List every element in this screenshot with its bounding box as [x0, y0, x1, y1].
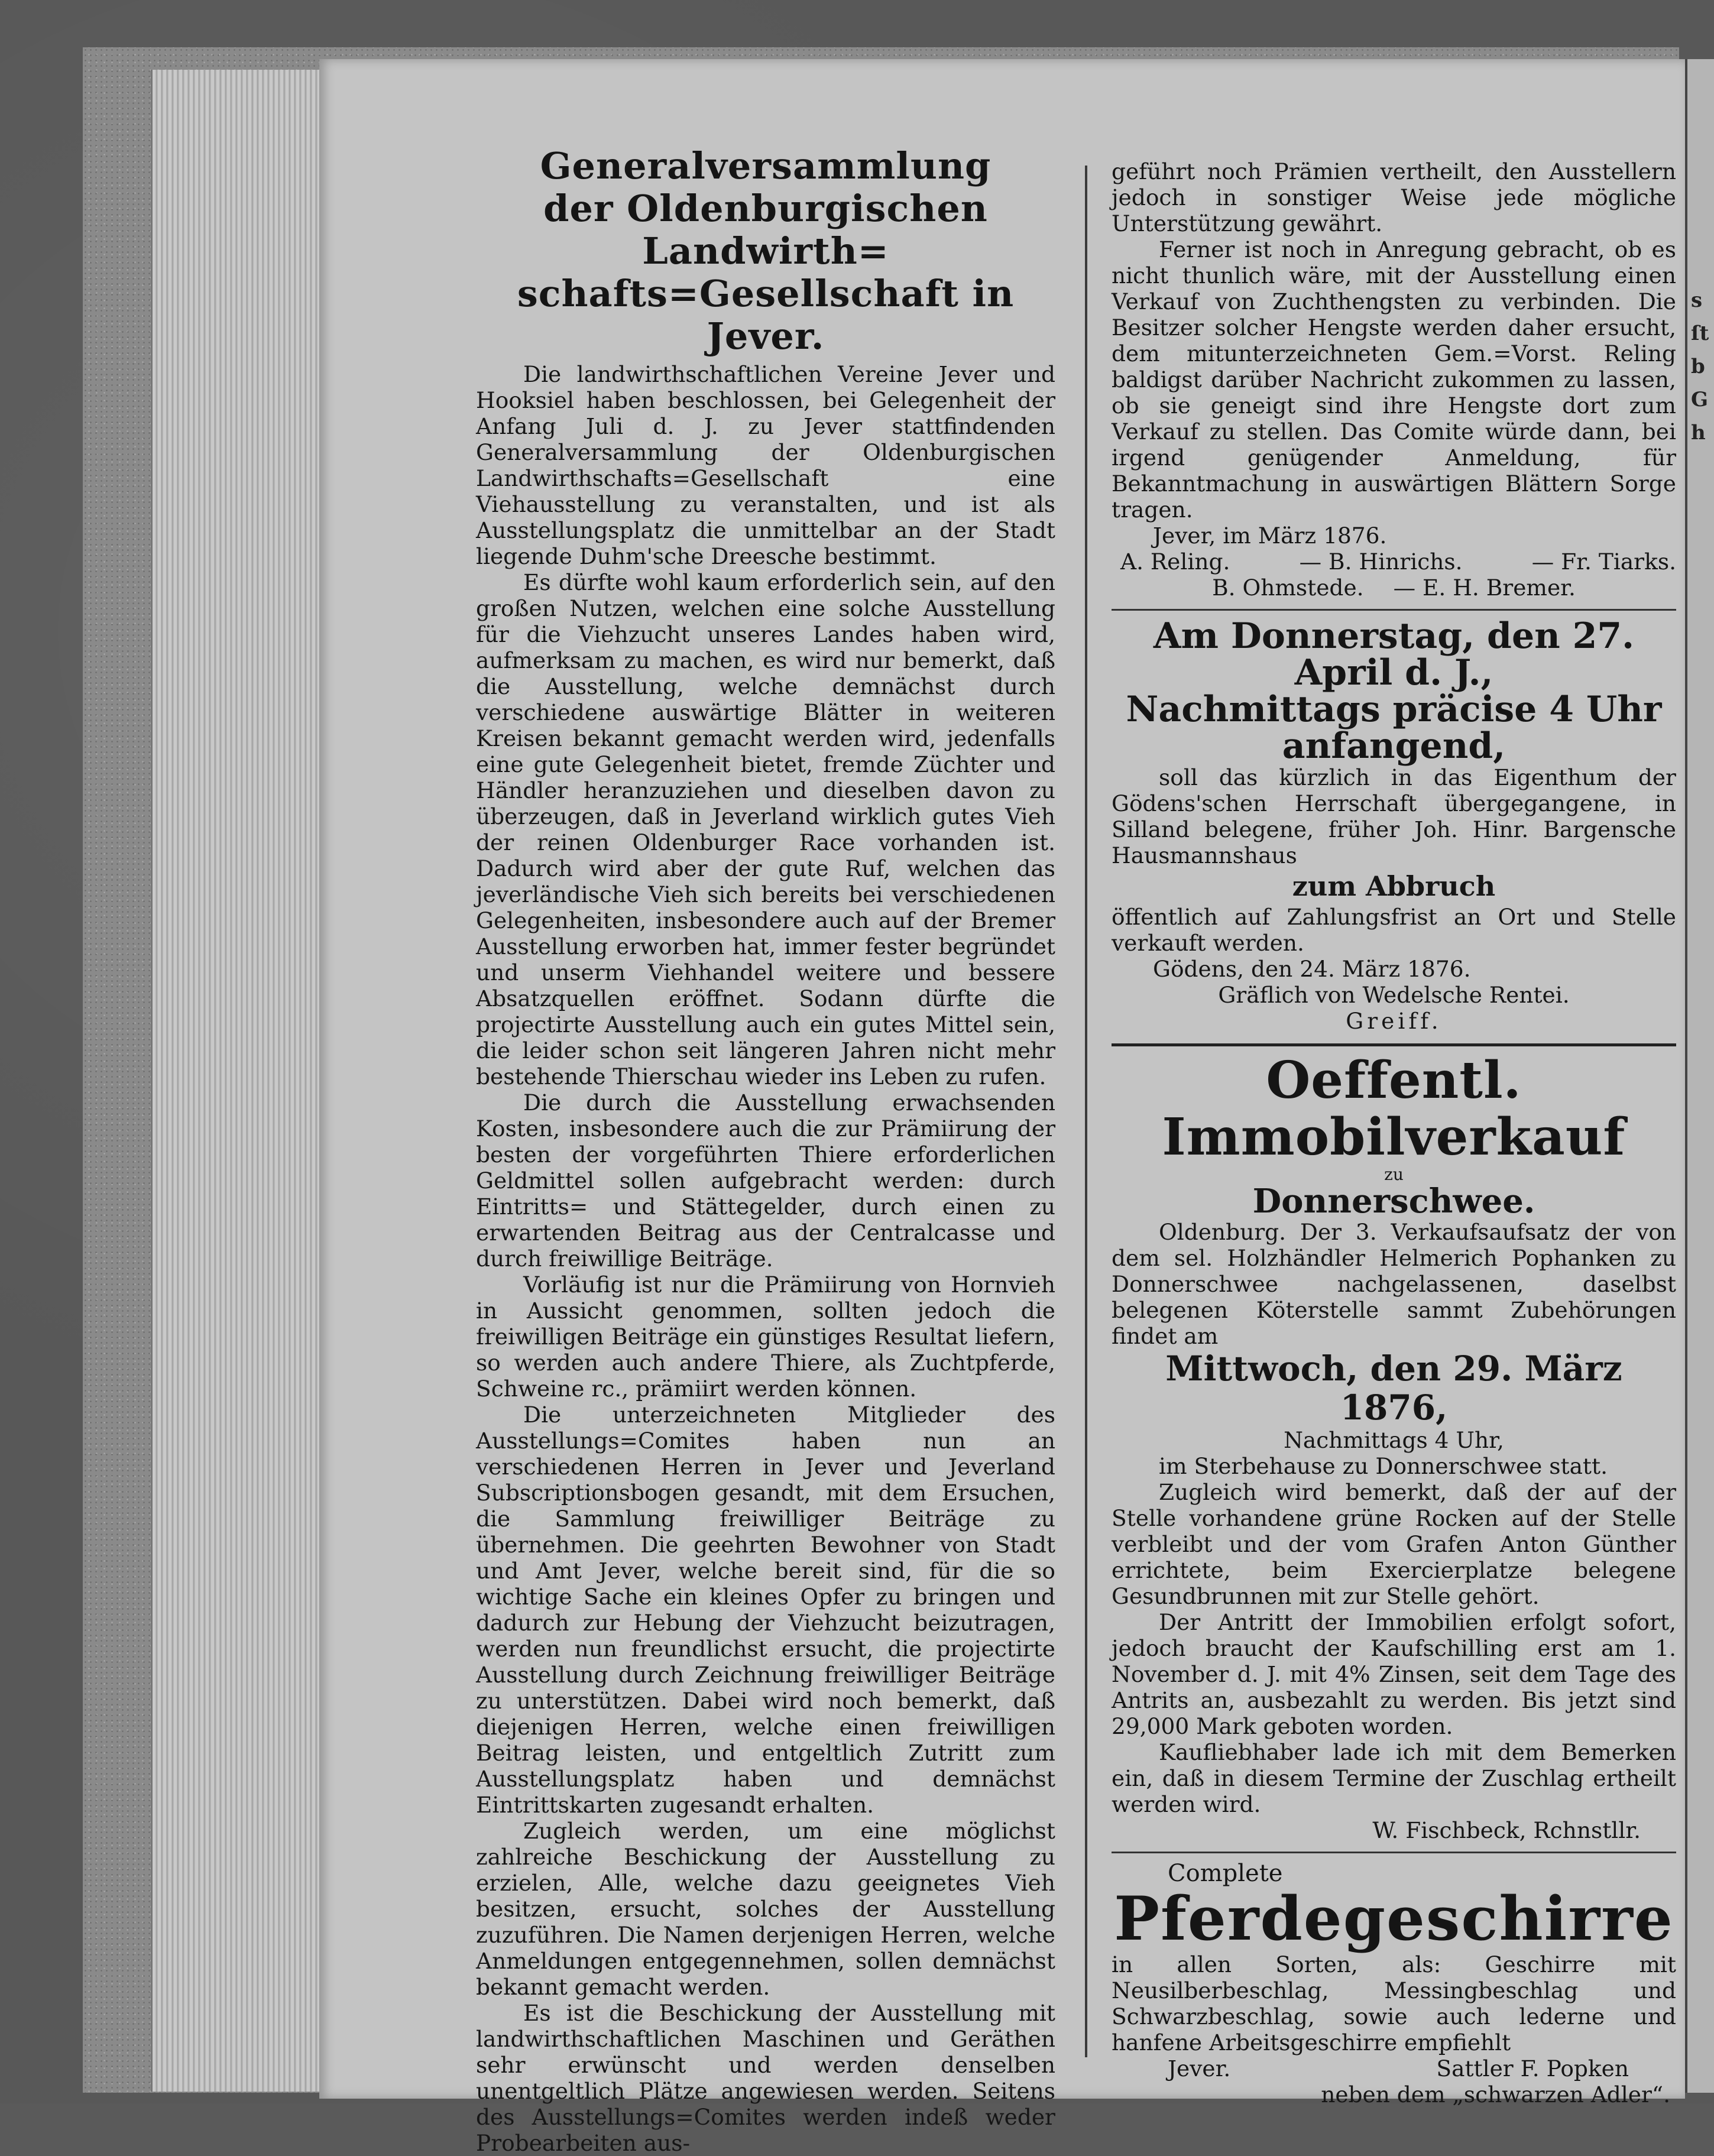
- property-sale-ad: [1112, 1052, 1676, 1843]
- article-paragraph: Vorläufig ist nur die Prämiirung von Hornvieh in Aussicht genommen, sollten jedoch die freiwilligen Beiträge ein günstiges Resultat liefern, so werden auch andere Thiere, als Zuchtpferde, Schweine rc., prämiirt werden können.: [476, 1272, 1055, 1402]
- ad-body: Zugleich wird bemerkt, daß der auf der Stelle vorhandene grüne Rocken auf der Stelle verbleibt und der vom Grafen Anton Günther errichtete, beim Exercierplatze belegene Gesundbrunnen mit zur Stelle gehört.: [1112, 1479, 1676, 1609]
- right-column: [1112, 158, 1676, 2108]
- next-page-fragment: s ſt b G h: [1691, 288, 1709, 445]
- ad-place: Donnerschwee.: [1252, 1182, 1535, 1221]
- ad-body: in allen Sorten, als: Geschirre mit Neusilberbeschlag, Messingbeschlag und Schwarzbeschlag, sowie auch lederne und hanfene Arbeitsgeschirre empfiehlt: [1112, 1951, 1676, 2056]
- page-edges: [151, 70, 324, 2092]
- article-paragraph: Es dürfte wohl kaum erforderlich sein, auf den großen Nutzen, welchen eine solche Ausstellung für die Viehzucht unseres Landes haben wird, aufmerksam zu machen, es wird nur bemerkt, daß die Ausstellung, welche demnächst durch verschiedene auswärtige Blätter in weiteren Kreisen bekannt gemacht werden wird, jedenfalls eine gute Gelegenheit bietet, fremde Züchter und Händler heranzuziehen und dieselben davon zu überzeugen, daß in Jeverland wirklich gutes Vieh der reinen Oldenburger Race vorhanden ist. Dadurch wird aber der gute Ruf, welchen das jeverländische Vieh sich bereits bei verschiedenen Gelegenheiten, insbesondere auch auf der Bremer Ausstellung erworben hat, immer fester begründet und unserm Viehhandel weitere und bessere Absatzquellen eröffnet. Sodann dürfte die projectirte Ausstellung auch ein gutes Mittel sein, die leider schon seit längeren Jahren nicht mehr bestehende Thierschau wieder ins Leben zu rufen.: [476, 569, 1055, 1090]
- ad-body: im Sterbehause zu Donnerschwee statt.: [1159, 1453, 1608, 1479]
- signature-line: A. Reling. — B. Hinrichs. — Fr. Tiarks.: [1120, 549, 1676, 575]
- article-paragraph: Es ist die Beschickung der Ausstellung mit landwirthschaftlichen Maschinen und Geräthen sehr erwünscht und werden denselben unentgeltlich Plätze angewiesen werden. Seitens des Ausstellungs=Comites werden indeß weder Probearbeiten aus-: [476, 2000, 1055, 2156]
- ad-headline: Am Donnerstag, den 27. April d. J.,: [1153, 615, 1635, 693]
- ad-title: Oeffentl. Immobilverkauf: [1162, 1051, 1626, 1167]
- separator-rule: [1112, 1852, 1676, 1853]
- harness-ad: [1112, 1860, 1676, 2108]
- ad-emphasis: zum Abbruch: [1292, 870, 1496, 902]
- ad-date: Mittwoch, den 29. März 1876,: [1165, 1348, 1622, 1428]
- ad-body: öffentlich auf Zahlungsfrist an Ort und Stelle verkauft werden.: [1112, 904, 1676, 956]
- article-paragraph: Zugleich werden, um eine möglichst zahlreiche Beschickung der Ausstellung zu erzielen, Alle, welche dazu geeignetes Vieh besitzen, ersucht, solches der Ausstellung zuzuführen. Die Namen derjenigen Herren, welche Anmeldungen entgegennehmen, sollen demnächst bekannt gemacht werden.: [476, 1818, 1055, 2000]
- column-divider: [1085, 166, 1087, 2057]
- ad-signature: W. Fischbeck, Rchnstllr.: [1372, 1817, 1641, 1843]
- ad-body: Der Antritt der Immobilien erfolgt sofort, jedoch braucht der Kaufschilling erst am 1. November d. J. mit 4% Zinsen, seit dem Tage des Antrits an, ausbezahlt zu werden. Bis jetzt sind 29,000 Mark geboten worden.: [1112, 1609, 1676, 1739]
- ad-dateline: Gödens, den 24. März 1876.: [1153, 956, 1471, 982]
- ad-body: Oldenburg. Der 3. Verkaufsaufsatz der von dem sel. Holzhändler Helmerich Pophanken zu Donnerschwee nachgelassenen, daselbst belegenen Köterstelle sammt Zubehörungen findet am: [1112, 1219, 1676, 1349]
- separator-rule: [1112, 609, 1676, 611]
- ad-time: Nachmittags 4 Uhr,: [1284, 1427, 1504, 1453]
- ad-body: Kaufliebhaber lade ich mit dem Bemerken ein, daß in diesem Termine der Zuschlag ertheilt werden wird.: [1112, 1739, 1676, 1817]
- next-page-edge: [1685, 59, 1714, 2093]
- ad-signoff: Jever. Sattler F. Popken: [1168, 2056, 1629, 2082]
- ad-body: soll das kürzlich in das Eigenthum der Gödens'schen Herrschaft übergegangene, in Silland belegene, früher Joh. Hinr. Bargensche Hausmannshaus: [1112, 764, 1676, 868]
- auction-ad: [1112, 615, 1676, 1034]
- ad-signature: Greiff.: [1346, 1008, 1442, 1034]
- ad-title: Pferdegeschirre: [1114, 1883, 1674, 1954]
- ad-headline: anfangend,: [1282, 725, 1506, 767]
- ad-connector: zu: [1384, 1165, 1404, 1184]
- ad-address: neben dem „schwarzen Adler“.: [1321, 2082, 1670, 2108]
- ad-kicker: Complete: [1168, 1860, 1283, 1887]
- ad-issuer: Gräflich von Wedelsche Rentei.: [1218, 982, 1570, 1008]
- article-paragraph: Die unterzeichneten Mitglieder des Ausstellungs=Comites haben nun an verschiedenen Herren in Jever und Jeverland Subscriptionsbogen gesandt, mit dem Ersuchen, die Sammlung freiwilliger Beiträge zu übernehmen. Die geehrten Bewohner von Stadt und Amt Jever, welche bereit sind, für die so wichtige Sache ein kleines Opfer zu bringen und dadurch zur Hebung der Viehzucht beizutragen, werden nun freundlichst ersucht, die projectirte Ausstellung durch Zeichnung freiwilliger Beiträge zu unterstützen. Dabei wird noch bemerkt, daß diejenigen Herren, welche einen freiwilligen Beitrag leisten, und entgeltlich Zutritt zum Ausstellungsplatz haben und demnächst Eintrittskarten zugesandt erhalten.: [476, 1402, 1055, 1818]
- dateline: Jever, im März 1876.: [1153, 523, 1387, 549]
- article-title: Generalversammlung der Oldenburgischen Landwirth= schafts=Gesellschaft in Jever.: [517, 144, 1015, 358]
- left-column: [476, 145, 1055, 2156]
- article-paragraph: Ferner ist noch in Anregung gebracht, ob es nicht thunlich wäre, mit der Ausstellung einen Verkauf von Zuchthengsten zu verbinden. Die Besitzer solcher Hengste werden daher ersucht, dem mitunterzeichneten Gem.=Vorst. Reling baldigst darüber Nachricht zukommen zu lassen, ob sie geneigt sind ihre Hengste dort zum Verkauf zu stellen. Das Comite würde dann, bei irgend genügender Anmeldung, für Bekanntmachung in auswärtigen Blättern Sorge tragen.: [1112, 236, 1676, 523]
- signature-line: B. Ohmstede. — E. H. Bremer.: [1212, 575, 1576, 601]
- article-paragraph: Die durch die Ausstellung erwachsenden Kosten, insbesondere auch die zur Prämiirung der besten der vorgeführten Thiere erforderlichen Geldmittel sollen aufgebracht werden: durch Eintritts= und Stättegelder, durch einen zu erwartenden Beitrag aus der Centralcasse und durch freiwillige Beiträge.: [476, 1090, 1055, 1272]
- separator-rule: [1112, 1043, 1676, 1046]
- article-paragraph: Die landwirthschaftlichen Vereine Jever und Hooksiel haben beschlossen, bei Gelegenheit der Anfang Juli d. J. zu Jever stattfindenden Generalversammlung der Oldenburgischen Landwirthschafts=Gesellschaft eine Viehausstellung zu veranstalten, und ist als Ausstellungsplatz die unmittelbar an der Stadt liegende Duhm'sche Dreesche bestimmt.: [476, 361, 1055, 569]
- article-continuation: geführt noch Prämien vertheilt, den Ausstellern jedoch in sonstiger Weise jede mögliche Unterstützung gewährt.: [1112, 158, 1676, 236]
- ad-headline: Nachmittags präcise 4 Uhr: [1126, 689, 1662, 730]
